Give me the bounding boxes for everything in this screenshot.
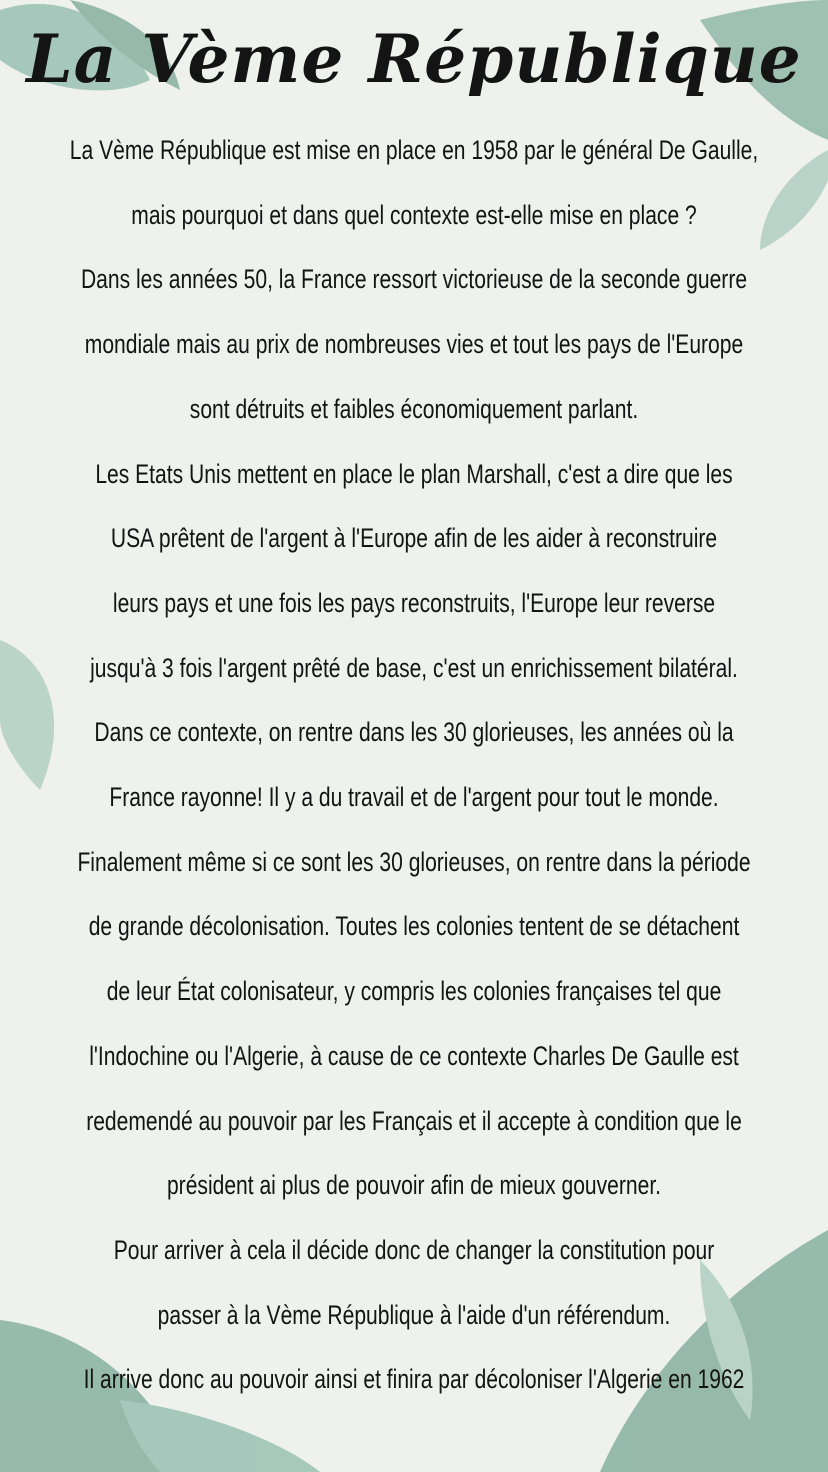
- text-line: de grande décolonisation. Toutes les colonies tentent de se détachent: [88, 911, 740, 942]
- text-line: passer à la Vème République à l'aide d'un référendum.: [157, 1299, 671, 1330]
- page-title: La Vème République: [26, 20, 802, 98]
- text-line: Dans les années 50, la France ressort victorieuse de la seconde guerre: [80, 264, 748, 295]
- text-line: France rayonne! Il y a du travail et de l'argent pour tout le monde.: [109, 782, 719, 813]
- text-line: l'Indochine ou l'Algerie, à cause de ce contexte Charles De Gaulle est: [89, 1040, 739, 1071]
- text-line: redemendé au pouvoir par les Français et il accepte à condition que le: [86, 1105, 742, 1136]
- text-line: président ai plus de pouvoir afin de mieux gouverner.: [166, 1170, 662, 1201]
- text-line: mais pourquoi et dans quel contexte est-elle mise en place ?: [131, 199, 697, 230]
- text-line: mondiale mais au prix de nombreuses vies et tout les pays de l'Europe: [84, 329, 744, 360]
- text-line: Il arrive donc au pouvoir ainsi et finira par décoloniser l'Algerie en 1962: [83, 1364, 745, 1395]
- text-line: Pour arriver à cela il décide donc de changer la constitution pour: [113, 1234, 715, 1265]
- text-line: leurs pays et une fois les pays reconstruits, l'Europe leur reverse: [112, 587, 716, 618]
- text-line: Les Etats Unis mettent en place le plan Marshall, c'est a dire que les: [95, 458, 733, 489]
- text-line: de leur État colonisateur, y compris les colonies françaises tel que: [106, 976, 722, 1007]
- text-line: Dans ce contexte, on rentre dans les 30 glorieuses, les années où la: [94, 717, 734, 748]
- text-line: La Vème République est mise en place en 1958 par le général De Gaulle,: [69, 135, 759, 165]
- text-line: sont détruits et faibles économiquement parlant.: [189, 393, 639, 424]
- text-line: Finalement même si ce sont les 30 glorieuses, on rentre dans la période: [77, 846, 751, 877]
- text-line: jusqu'à 3 fois l'argent prêté de base, c'est un enrichissement bilatéral.: [90, 652, 738, 683]
- text-line: USA prêtent de l'argent à l'Europe afin de les aider à reconstruire: [110, 523, 718, 554]
- body-text: [69, 118, 759, 1412]
